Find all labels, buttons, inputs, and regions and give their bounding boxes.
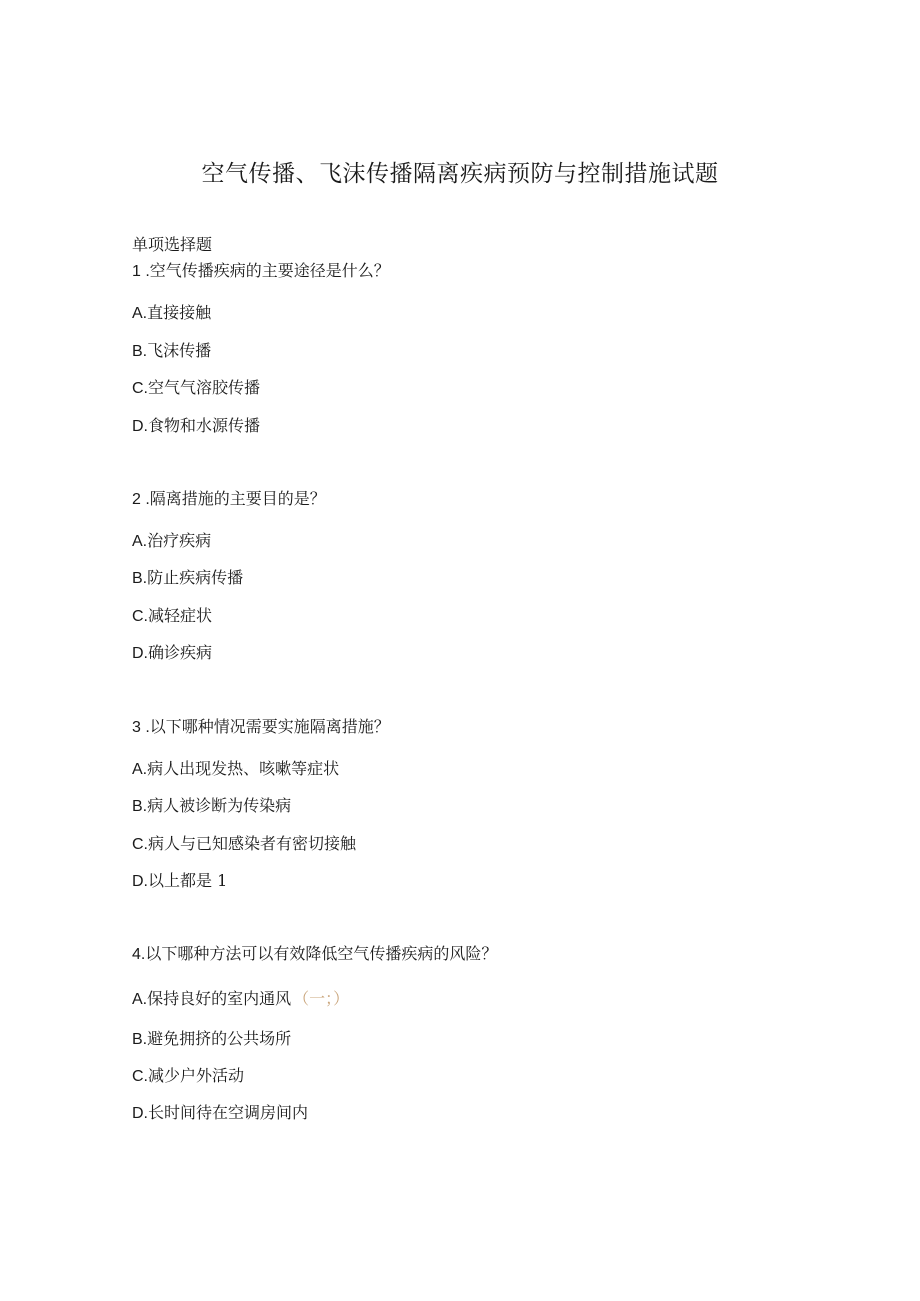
option-3-b bbox=[132, 795, 291, 818]
option-letter: C. bbox=[132, 1068, 148, 1085]
question-separator: . bbox=[140, 263, 150, 280]
option-4-c bbox=[132, 1065, 244, 1088]
option-letter: D. bbox=[132, 873, 148, 890]
option-3-d bbox=[132, 870, 227, 893]
option-letter: C. bbox=[132, 836, 148, 853]
option-1-a bbox=[132, 302, 211, 325]
option-2-b bbox=[132, 567, 243, 590]
option-text: 长时间待在空调房间内 bbox=[148, 1103, 309, 1122]
option-3-c bbox=[132, 833, 356, 856]
question-separator: . bbox=[140, 946, 146, 963]
option-1-d bbox=[132, 415, 260, 438]
question-1 bbox=[132, 260, 390, 283]
option-letter: B. bbox=[132, 570, 148, 587]
section-label: 单项选择题 bbox=[132, 235, 213, 254]
option-3-a bbox=[132, 758, 339, 781]
handwritten-mark: （一；） bbox=[293, 989, 350, 1008]
question-text: 以下哪种情况需要实施隔离措施？ bbox=[149, 717, 390, 736]
option-letter: B. bbox=[132, 798, 148, 815]
option-letter: A. bbox=[132, 761, 148, 778]
option-letter: A. bbox=[132, 305, 148, 322]
option-letter: D. bbox=[132, 645, 148, 662]
option-text: 减少户外活动 bbox=[148, 1066, 245, 1085]
question-number: 1 bbox=[132, 263, 141, 280]
question-number: 2 bbox=[132, 491, 141, 508]
option-2-a bbox=[132, 530, 211, 553]
option-letter: D. bbox=[132, 418, 148, 435]
option-letter: A. bbox=[132, 533, 148, 550]
question-number: 3 bbox=[132, 719, 141, 736]
question-text: 以下哪种方法可以有效降低空气传播疾病的风险？ bbox=[145, 944, 498, 963]
page-title: 空气传播、飞沫传播隔离疾病预防与控制措施试题 bbox=[201, 161, 719, 187]
option-4-b bbox=[132, 1028, 291, 1051]
option-letter: B. bbox=[132, 1031, 148, 1048]
question-separator: . bbox=[140, 491, 150, 508]
option-text: 减轻症状 bbox=[148, 606, 213, 625]
option-2-c bbox=[132, 605, 212, 628]
question-number: 4 bbox=[132, 946, 141, 963]
option-letter: A. bbox=[132, 991, 148, 1008]
option-1-b bbox=[132, 340, 211, 363]
option-letter: D. bbox=[132, 1105, 148, 1122]
option-text: 以上都是 1 bbox=[148, 871, 228, 890]
option-text: 直接接触 bbox=[147, 303, 212, 322]
option-2-d bbox=[132, 642, 212, 665]
option-letter: C. bbox=[132, 380, 148, 397]
option-text: 病人与已知感染者有密切接触 bbox=[148, 834, 357, 853]
question-text: 空气传播疾病的主要途径是什么？ bbox=[149, 261, 390, 280]
option-text: 病人被诊断为传染病 bbox=[147, 796, 292, 815]
question-separator: . bbox=[140, 719, 150, 736]
option-text: 治疗疾病 bbox=[147, 531, 212, 550]
option-text: 病人出现发热、咳嗽等症状 bbox=[147, 759, 340, 778]
option-1-c bbox=[132, 377, 260, 400]
option-text: 保持良好的室内通风 bbox=[147, 989, 292, 1008]
option-text: 飞沫传播 bbox=[147, 341, 212, 360]
option-text: 食物和水源传播 bbox=[148, 416, 261, 435]
option-text: 防止疾病传播 bbox=[147, 568, 244, 587]
question-2 bbox=[132, 488, 326, 511]
option-letter: C. bbox=[132, 608, 148, 625]
question-3 bbox=[132, 716, 390, 739]
option-4-a bbox=[132, 988, 349, 1011]
question-4 bbox=[132, 943, 497, 966]
option-text: 空气气溶胶传播 bbox=[148, 378, 261, 397]
option-text: 避免拥挤的公共场所 bbox=[147, 1029, 292, 1048]
question-text: 隔离措施的主要目的是？ bbox=[149, 489, 326, 508]
option-letter: B. bbox=[132, 343, 148, 360]
option-text: 确诊疾病 bbox=[148, 643, 213, 662]
option-4-d bbox=[132, 1102, 308, 1125]
